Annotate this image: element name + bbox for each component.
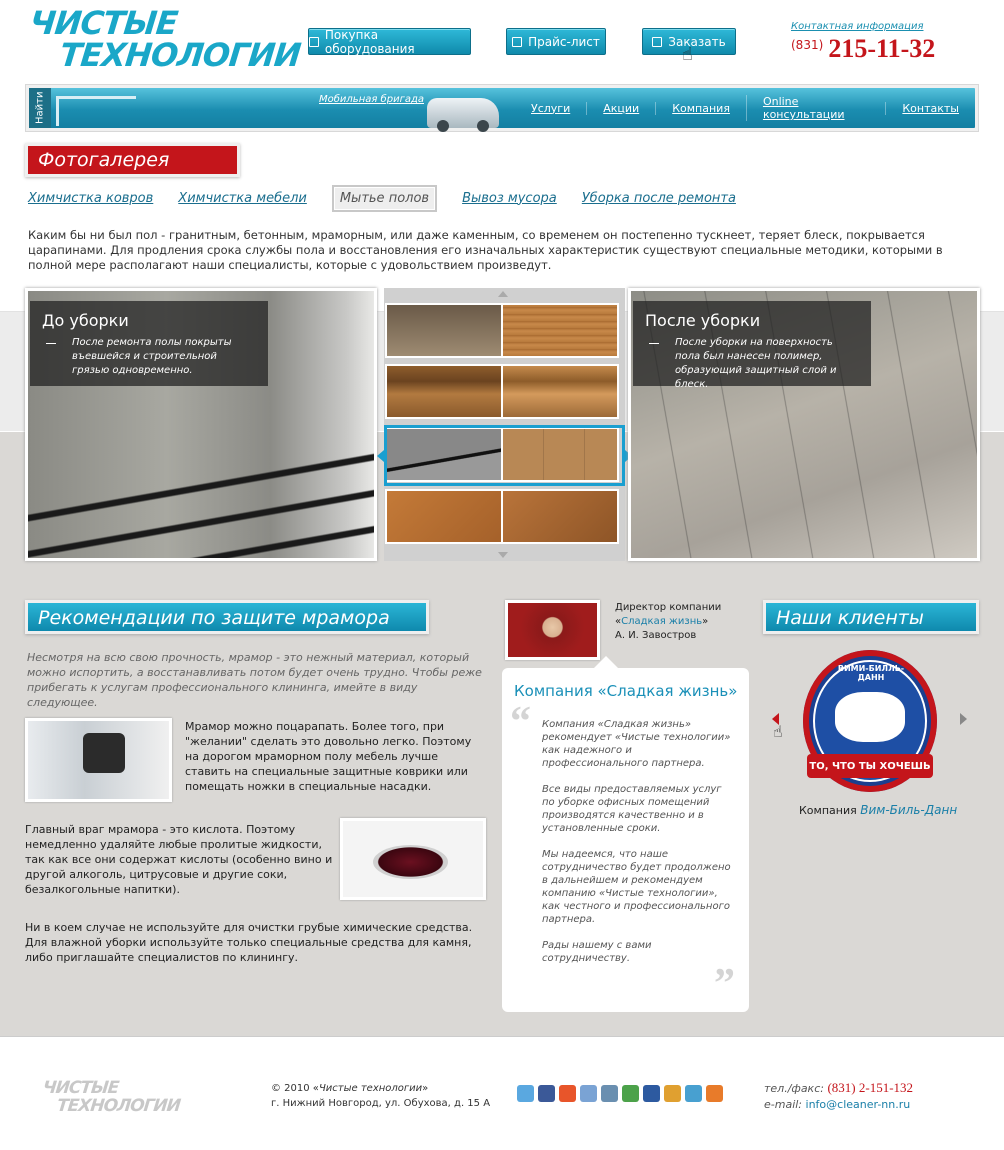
nav-item-online-consult[interactable]: Online консультации (746, 95, 885, 121)
client-logo-ribbon: ТО, ЧТО ТЫ ХОЧЕШЬ (807, 754, 933, 778)
vkontakte-icon[interactable] (643, 1085, 660, 1102)
thumbs-down-arrow-icon[interactable] (498, 552, 508, 558)
after-title: После уборки (645, 311, 761, 330)
search-tab[interactable]: Найти (29, 88, 51, 128)
logo-line-1: ЧИСТЫЕ (28, 4, 179, 42)
mop-icon (56, 96, 136, 99)
clients-next-arrow-icon[interactable] (960, 713, 967, 725)
thumbnail[interactable] (501, 364, 619, 419)
phone-code: (831) (791, 38, 824, 52)
marble-tip-3: Ни в коем случае не используйте для очистки грубые химические средства. Для влажной уборки используйте только специальные средства для камня, либо приглашайте специалистов по клинингу. (25, 921, 473, 964)
after-text: После уборки на поверхность пола был нанесен полимер, образующий защитный слой и блеск. (645, 336, 859, 392)
testimonial-paragraph: Компания «Сладкая жизнь» рекомендует «Чистые технологии» как надежного и профессионального партнера. (542, 719, 731, 769)
address: г. Нижний Новгород, ул. Обухова, д. 15 А (271, 1098, 491, 1109)
google-icon[interactable] (622, 1085, 639, 1102)
tab-post-renovation[interactable]: Уборка после ремонта (581, 190, 736, 206)
footer-contacts (764, 1080, 913, 1113)
testimonial-box (502, 668, 749, 1012)
bookmark-icon[interactable] (601, 1085, 618, 1102)
chair-on-mat-image (25, 718, 172, 802)
price-list-label: Прайс-лист (528, 34, 600, 49)
order-label: Заказать (668, 34, 726, 49)
copyright-text: © 2010 « (271, 1083, 319, 1094)
thumbnail[interactable] (501, 489, 619, 544)
selection-left-arrow-icon (377, 450, 384, 462)
hand-cursor-icon: ☝ (773, 722, 783, 741)
thumbnail[interactable] (385, 489, 503, 544)
footer-phone: (831) 2-151-132 (827, 1080, 914, 1095)
rss-icon[interactable] (706, 1085, 723, 1102)
twitter-icon[interactable] (517, 1085, 534, 1102)
director-company-link[interactable]: Сладкая жизнь (621, 616, 703, 627)
before-photo[interactable] (25, 288, 377, 561)
email-link[interactable]: info@cleaner-nn.ru (805, 1098, 911, 1111)
tab-garbage-removal[interactable]: Вывоз мусора (462, 190, 557, 206)
client-logo-top-text: ВИМИ-БИЛЛЬ-ДАНН (837, 664, 905, 682)
thumbnail-selection-frame (384, 425, 625, 486)
blogger-icon[interactable] (559, 1085, 576, 1102)
price-list-button[interactable] (506, 28, 606, 55)
testimonial-paragraph: Рады нашему с вами сотрудничеству. (542, 940, 652, 964)
email-label: e-mail: (764, 1098, 803, 1111)
director-info (615, 601, 721, 643)
director-role: Директор компании (615, 602, 722, 613)
copyright-line (271, 1081, 490, 1096)
footer-divider (0, 1036, 1004, 1037)
before-caption (30, 301, 268, 386)
tel-label: тел./факс: (764, 1082, 824, 1095)
director-company: «Сладкая жизнь» (615, 616, 709, 627)
checkbox-icon (652, 37, 662, 47)
thumbnail[interactable] (501, 303, 619, 358)
client-logo[interactable] (803, 650, 937, 792)
footer-logo-line-1: ЧИСТЫЕ (41, 1078, 120, 1098)
spilled-wine-image (340, 818, 486, 900)
tab-carpet-cleaning[interactable]: Химчистка ковров (28, 190, 154, 206)
thumbnail[interactable] (385, 364, 503, 419)
nav-item-contacts[interactable]: Контакты (885, 102, 975, 115)
marble-tip-2: Главный враг мрамора - это кислота. Поэтому немедленно удаляйте любые пролитые жидкости, так как все они содержат кислоты (особенно вино и другой алкоголь, цитрусовые и другие соки, безалкогольные напитки). (25, 823, 333, 896)
logo-line-2: ТЕХНОЛОГИИ (58, 36, 303, 74)
gallery-heading (25, 143, 240, 177)
buy-equipment-label: Покупка оборудования (324, 27, 415, 56)
document-icon (512, 37, 522, 47)
nav-menu (515, 88, 975, 128)
thumbnail[interactable] (385, 303, 503, 358)
testimonial-title: Компания «Сладкая жизнь» (514, 682, 738, 700)
open-quote-icon: “ (510, 699, 531, 745)
close-quote-icon: ” (714, 961, 735, 1007)
tab-floor-washing[interactable]: Мытье полов (332, 185, 437, 212)
testimonial-text (542, 718, 732, 978)
gallery-intro: Каким бы ни был пол - гранитным, бетонным, мраморным, или даже каменным, со временем он постепенно тускнеет, теряет блеск, покрывается царапинами. Для продления срока службы пола и восстановления его изначальных характеристик существуют специальные методики, которыми в полной мере располагают наши специалисты, которые с удовольствием произведут. (28, 228, 943, 272)
hand-cursor-icon: ☝ (682, 44, 693, 65)
footer-logo-line-2: ТЕХНОЛОГИИ (56, 1096, 181, 1116)
cart-icon (309, 37, 319, 47)
nav-item-company[interactable]: Компания (655, 102, 746, 115)
thumbs-up-arrow-icon[interactable] (498, 291, 508, 297)
marble-heading (25, 600, 429, 634)
copyright-link[interactable]: Чистые технологии (318, 1083, 423, 1094)
before-title: До уборки (42, 311, 129, 330)
buy-equipment-button[interactable] (308, 28, 471, 55)
nav-item-promotions[interactable]: Акции (586, 102, 655, 115)
odnoklassniki-icon[interactable] (664, 1085, 681, 1102)
van-icon (427, 98, 499, 128)
marble-tip-1: Мрамор можно поцарапать. Более того, при "желании" сделать это довольно легко. Поэтому на дорогом мраморном полу мебель лучше ставить на специальные защитные коврики или помещать ножки в специальные насадки. (185, 720, 472, 793)
nav-banner (29, 88, 975, 128)
main-nav-bar (25, 84, 979, 132)
director-avatar (505, 600, 600, 660)
contact-info-link[interactable]: Контактная информация (791, 21, 924, 32)
footer-logo[interactable] (40, 1078, 181, 1116)
after-photo[interactable] (628, 288, 980, 561)
client-caption (799, 803, 957, 817)
client-prefix: Компания (799, 804, 857, 817)
facebook-icon[interactable] (538, 1085, 555, 1102)
client-name-link[interactable]: Вим-Биль-Данн (860, 803, 958, 817)
tab-furniture-cleaning[interactable]: Химчистка мебели (178, 190, 307, 206)
mail-icon[interactable] (685, 1085, 702, 1102)
site-logo[interactable] (28, 4, 303, 74)
mobile-brigade-link[interactable]: Мобильная бригада (319, 94, 424, 105)
copyright (271, 1081, 490, 1111)
testimonial-paragraph: Мы надеемся, что наше сотрудничество будет продолжено в дальнейшем и рекомендуем компанию «Чистые технологии», как честного и профессионального партнера. (542, 849, 731, 925)
gallery-tabs (28, 184, 761, 212)
director-name: А. И. Завостров (615, 630, 697, 641)
clients-heading (763, 600, 979, 634)
copyright-end: » (422, 1083, 429, 1094)
before-text: После ремонта полы покрыты въевшейся и строительной грязью одновременно. (42, 336, 256, 378)
clients-title: Наши клиенты (776, 607, 924, 629)
friendfeed-icon[interactable] (580, 1085, 597, 1102)
nav-item-services[interactable]: Услуги (531, 101, 571, 115)
phone-digits: 215-11-32 (828, 34, 936, 63)
mascot-icon (835, 692, 905, 742)
social-links (517, 1085, 723, 1102)
testimonial-paragraph: Все виды предоставляемых услуг по уборке офисных помещений производятся качественно и в установленные сроки. (542, 784, 722, 834)
marble-intro: Несмотря на всю свою прочность, мрамор - это нежный материал, который можно испортить, а восстанавливать потом будет очень трудно. Чтобы реже прибегать к услугам профессионального клининга, имейте в виду следующее. (27, 651, 482, 709)
gallery-title: Фотогалерея (38, 149, 170, 171)
phone-number (791, 34, 935, 64)
marble-title: Рекомендации по защите мрамора (38, 607, 390, 629)
after-caption (633, 301, 871, 390)
